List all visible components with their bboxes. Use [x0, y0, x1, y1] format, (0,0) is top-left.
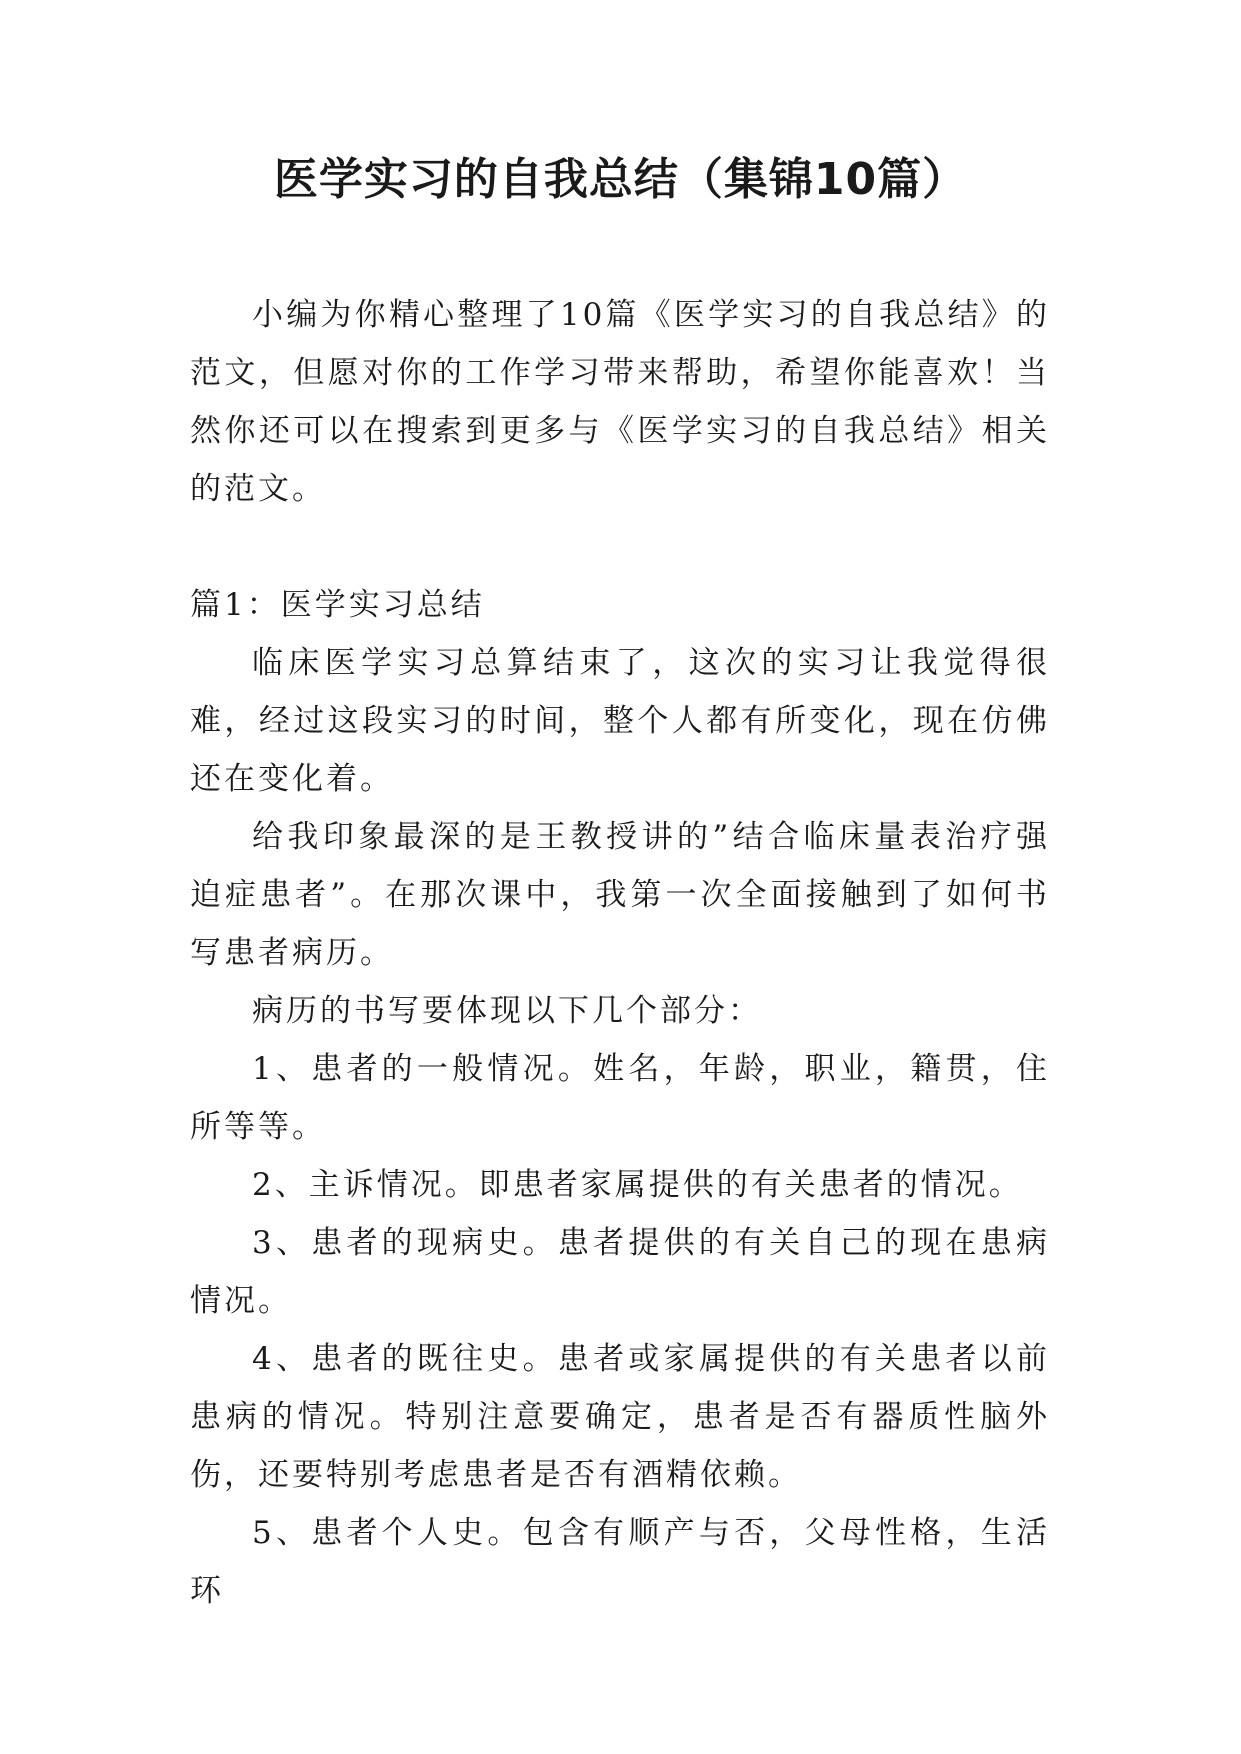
- body-paragraph: 病历的书写要体现以下几个部分：: [252, 993, 762, 1029]
- list-item-paragraph: 2、主诉情况。即患者家属提供的有关患者的情况。: [252, 1167, 1023, 1203]
- document-body: [190, 286, 1050, 1620]
- intro-paragraph: 小编为你精心整理了10篇《医学实习的自我总结》的范文，但愿对你的工作学习带来帮助，希望你能喜欢！当然你还可以在搜索到更多与《医学实习的自我总结》相关的范文。: [190, 297, 1050, 507]
- body-paragraph: 临床医学实习总算结束了，这次的实习让我觉得很难，经过这段实习的时间，整个人都有所变化，现在仿佛还在变化着。: [190, 645, 1050, 797]
- list-item-paragraph: 1、患者的一般情况。姓名，年龄，职业，籍贯，住所等等。: [190, 1051, 1050, 1145]
- list-item-paragraph: 5、患者个人史。包含有顺产与否，父母性格，生活环: [190, 1515, 1050, 1609]
- document-title: 医学实习的自我总结（集锦10篇）: [273, 154, 968, 205]
- section-heading: 篇1：医学实习总结: [190, 587, 485, 623]
- list-item-paragraph: 3、患者的现病史。患者提供的有关自己的现在患病情况。: [190, 1225, 1050, 1319]
- section-spacer: [190, 518, 1050, 576]
- body-paragraph: 给我印象最深的是王教授讲的”结合临床量表治疗强迫症患者”。在那次课中，我第一次全面接触到了如何书写患者病历。: [190, 819, 1050, 971]
- list-item-paragraph: 4、患者的既往史。患者或家属提供的有关患者以前患病的情况。特别注意要确定，患者是否有器质性脑外伤，还要特别考虑患者是否有酒精依赖。: [190, 1341, 1050, 1493]
